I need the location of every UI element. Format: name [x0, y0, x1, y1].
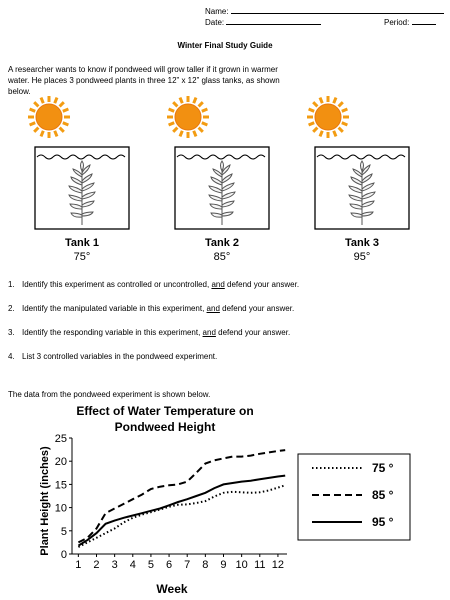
- legend-label: 85 °: [372, 488, 394, 502]
- tank-2-label: Tank 2: [204, 237, 240, 249]
- chart-title-line2: Pondweed Height: [114, 420, 216, 434]
- chart-legend: [298, 454, 410, 540]
- question-number: 1.: [8, 280, 15, 289]
- y-tick-label: 15: [54, 479, 67, 492]
- y-tick-label: 20: [54, 456, 67, 469]
- question-and: and: [206, 304, 220, 313]
- tanks-illustration: [0, 92, 450, 242]
- sun-icon-3: [307, 96, 349, 138]
- x-axis-label: Week: [156, 582, 188, 596]
- date-line[interactable]: [226, 17, 321, 25]
- tank-2-temp: 85°: [213, 251, 231, 263]
- x-tick-group: [75, 554, 284, 571]
- y-tick-label: 0: [60, 549, 67, 561]
- intro-paragraph: A researcher wants to know if pondweed will grow taller if it grown in warmer water. He places 3 pondweed plants in three 12” x 12” glass tanks, as shown below.: [8, 65, 280, 96]
- y-axis-label: Plant Height (inches): [39, 446, 51, 556]
- date-field[interactable]: [205, 17, 321, 27]
- x-tick-label: 10: [235, 559, 248, 571]
- x-tick-label: 3: [111, 559, 118, 571]
- question-and: and: [211, 280, 225, 289]
- tank-1-temp: 75°: [73, 251, 91, 263]
- line-chart: [0, 402, 450, 600]
- x-tick-label: 12: [271, 559, 285, 571]
- series-line-dotted: [78, 485, 285, 547]
- y-tick-label: 25: [54, 433, 67, 445]
- question-text-end: defend your answer.: [215, 328, 291, 337]
- tank-3-temp: 95°: [353, 251, 371, 263]
- sun-icon-1: [28, 96, 70, 138]
- question-number: 4.: [8, 352, 15, 361]
- x-tick-label: 5: [147, 559, 154, 571]
- date-label: Date:: [205, 18, 225, 27]
- question-text: Identify the manipulated variable in this experiment,: [22, 304, 207, 313]
- series-line-dashed: [78, 450, 285, 542]
- question-number: 3.: [8, 328, 15, 337]
- question-text: List 3 controlled variables in the pondweed experiment.: [22, 352, 218, 361]
- question-text-end: defend your answer.: [219, 304, 295, 313]
- series-group: [78, 450, 285, 547]
- tank-3-drawing: [315, 147, 409, 229]
- x-tick-label: 8: [202, 559, 209, 571]
- question-2: [8, 304, 294, 313]
- x-tick-label: 6: [166, 559, 173, 571]
- question-4: [8, 352, 217, 361]
- y-tick-group: [55, 433, 72, 561]
- y-tick-label: 10: [54, 502, 67, 515]
- x-tick-label: 4: [129, 559, 136, 571]
- name-line[interactable]: [231, 6, 444, 14]
- question-text: Identify this experiment as controlled or uncontrolled,: [22, 280, 212, 289]
- data-intro: The data from the pondweed experiment is shown below.: [8, 390, 211, 399]
- question-text: Identify the responding variable in this experiment,: [22, 328, 203, 337]
- period-field[interactable]: [384, 17, 436, 27]
- x-tick-label: 1: [75, 559, 82, 571]
- tank-1-drawing: [35, 147, 129, 229]
- x-tick-label: 7: [184, 559, 191, 571]
- question-and: and: [202, 328, 216, 337]
- legend-label: 75 °: [372, 461, 394, 475]
- question-3: [8, 328, 290, 337]
- name-label: Name:: [205, 7, 229, 16]
- tank-3-label: Tank 3: [344, 237, 380, 249]
- sun-icon-2: [167, 96, 209, 138]
- tank-2-drawing: [175, 147, 269, 229]
- question-1: [8, 280, 299, 289]
- question-number: 2.: [8, 304, 15, 313]
- y-tick-label: 5: [60, 525, 67, 538]
- name-field[interactable]: [205, 6, 444, 16]
- x-tick-label: 9: [220, 559, 227, 571]
- document-title: Winter Final Study Guide: [177, 41, 273, 50]
- period-label: Period:: [384, 18, 410, 27]
- legend-label: 95 °: [372, 515, 394, 529]
- tank-1-label: Tank 1: [64, 237, 100, 249]
- x-tick-label: 11: [254, 559, 266, 571]
- chart-title-line1: Effect of Water Temperature on: [76, 404, 254, 418]
- question-text-end: defend your answer.: [224, 280, 300, 289]
- period-line[interactable]: [412, 17, 436, 25]
- x-tick-label: 2: [93, 559, 100, 571]
